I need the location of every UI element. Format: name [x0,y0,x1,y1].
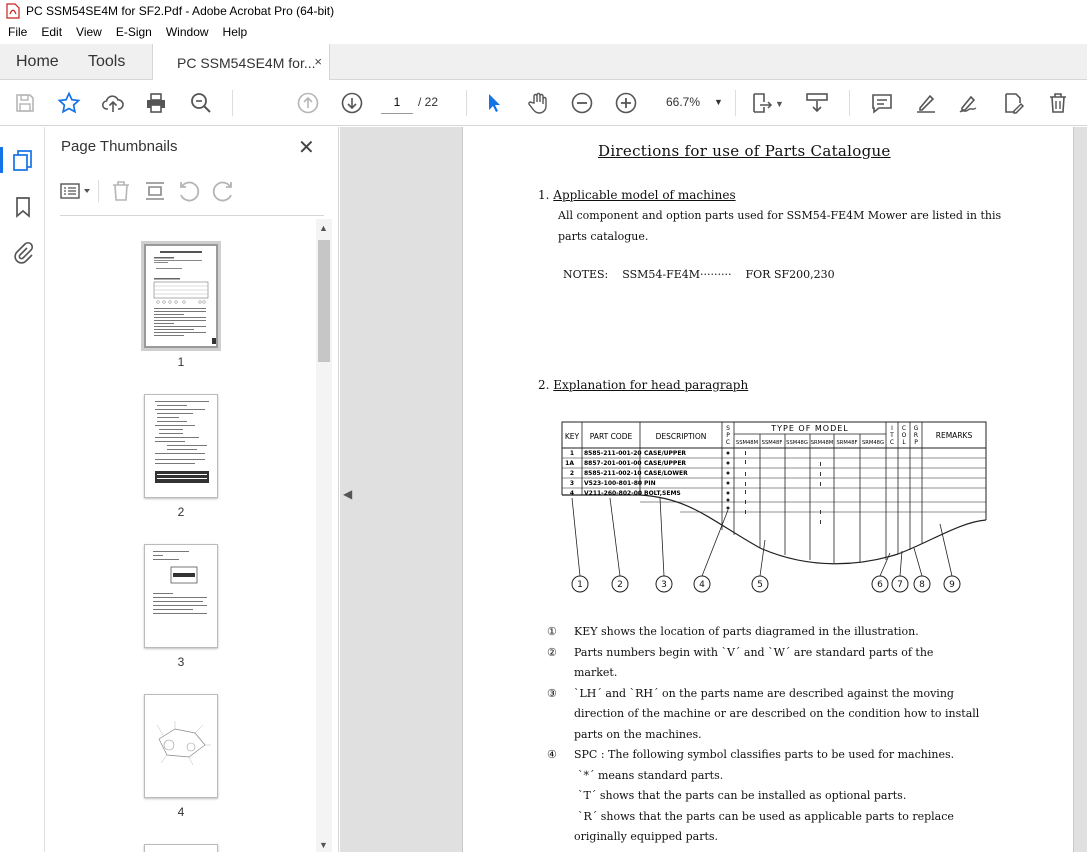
row-key: 3 [569,480,574,487]
title-bar [0,0,1087,22]
header-grp-g: G [913,425,919,432]
explanation-item [547,745,987,848]
main-toolbar [0,80,1087,126]
header-col-o: O [901,432,907,439]
toolbar-separator [849,90,850,116]
header-type-of-model: TYPE OF MODEL [771,424,849,433]
section-2-heading [538,378,748,392]
head-paragraph-diagram [560,420,990,600]
header-spc-p: P [726,432,730,439]
close-panel-icon[interactable]: ✕ [298,137,315,159]
page-thumbnails-icon[interactable] [11,148,35,172]
notes-label: NOTES: [563,268,609,281]
page-number-input[interactable]: 1 [381,90,413,114]
callout-number: 7 [897,580,903,590]
explanation-item [547,643,987,684]
row-desc: CASE/LOWER [644,470,688,477]
item-number: ④ [547,748,557,761]
explanation-item [547,622,987,643]
scroll-mode-icon[interactable] [805,91,829,115]
panel-divider [60,215,324,216]
header-model: SRM48F [836,440,858,446]
scroll-down-icon[interactable]: ▼ [319,840,328,850]
section-title: Explanation for head paragraph [553,378,749,392]
header-key: KEY [564,432,580,441]
pdf-page [462,127,1074,852]
menu-file[interactable]: File [8,25,28,39]
thumbnail-label: 1 [177,355,185,369]
save-icon[interactable] [13,91,37,115]
hand-icon[interactable] [526,91,550,115]
header-spc-c: C [725,439,731,446]
delete-icon[interactable] [1046,91,1070,115]
close-tab-icon[interactable]: × [314,54,322,69]
callout-number: 1 [577,580,583,590]
menu-esign[interactable]: E-Sign [115,25,152,39]
notes-line [563,268,835,281]
attachment-icon[interactable] [11,241,35,265]
item-line: `*´ means standard parts. [578,768,724,782]
header-itc-t: T [890,432,894,439]
toolbar-separator [466,90,467,116]
thumbnail-scrollbar[interactable] [316,219,332,852]
row-code: 8585-211-002-10 [584,470,642,477]
page-thumbnails-panel [46,127,339,852]
item-line: `R´ shows that the parts can be used as applicable parts to replace [578,809,954,823]
header-col-l: L [902,439,906,446]
item-line: Parts numbers begin with `V´ and `W´ are standard parts of the [574,645,934,659]
body-line: parts catalogue. [558,230,649,243]
menu-help[interactable]: Help [222,25,248,39]
print-icon[interactable] [144,91,168,115]
tab-tools[interactable]: Tools [88,53,126,70]
row-key: 4 [569,490,574,497]
panel-toolbar [58,179,235,203]
notes-target: FOR SF200,230 [745,268,835,281]
header-grp-r: R [913,432,919,439]
item-line: SPC : The following symbol classifies parts to be used for machines. [574,748,955,761]
left-icon-rail [0,127,45,852]
thumbnail-label: 3 [177,655,185,669]
section-1-body [558,205,1001,247]
tab-home[interactable]: Home [16,53,59,70]
row-desc: CASE/UPPER [644,460,687,467]
header-col-c: C [901,425,907,432]
page-fit-dropdown-caret[interactable]: ▼ [775,99,784,109]
bookmark-icon[interactable] [11,195,35,219]
thumbnail-page-3[interactable] [144,544,218,648]
toolbar-separator [232,90,233,116]
zoom-in-icon[interactable] [614,91,638,115]
header-part-code: PART CODE [589,432,633,441]
item-line: parts on the machines. [574,727,702,741]
zoom-select[interactable] [660,90,726,114]
next-page-icon[interactable] [340,91,364,115]
row-code: V523-100-801-80 [584,480,643,487]
header-model: SSM48G [786,440,808,446]
toolbar-separator [735,90,736,116]
thumbnail-page-1[interactable] [144,244,218,348]
upload-icon[interactable] [101,91,125,115]
callout-number: 9 [949,580,955,590]
row-desc: PIN [644,480,656,487]
thumbnail-list [46,219,316,852]
menu-view[interactable]: View [76,25,102,39]
header-itc-i: I [891,425,893,432]
header-model: SSM48M [735,440,759,446]
body-line: All component and option parts used for SSM54-FE4M Mower are listed in this [558,209,1002,222]
tab-bar [0,44,1087,80]
notes-model: SSM54-FE4M········· [622,268,732,281]
callout-number: 5 [757,580,763,590]
delete-page-icon[interactable] [109,179,133,203]
thumbnail-label: 2 [177,505,185,519]
fill-sign-icon[interactable] [1002,91,1026,115]
section-number: 2. [538,378,550,392]
zoom-out-icon[interactable] [570,91,594,115]
sign-icon[interactable] [957,91,981,115]
highlight-icon[interactable] [914,91,938,115]
callout-number: 6 [877,580,883,590]
scroll-up-icon[interactable]: ▲ [319,223,328,233]
thumbnail-page-4[interactable] [144,694,218,798]
header-model: SSM48F [761,440,783,446]
item-line: market. [574,666,618,679]
active-indicator [0,147,3,173]
item-number: ② [547,645,557,659]
prev-page-icon[interactable] [296,91,320,115]
header-model: SRM48G [862,440,884,446]
callout-number: 2 [617,580,623,590]
item-line: `T´ shows that the parts can be installed as optional parts. [578,789,907,802]
callout-number: 3 [661,580,667,590]
scrollbar-thumb[interactable] [318,240,330,362]
item-number: ③ [547,686,557,700]
tab-document-label: PC SSM54SE4M for... [177,54,316,71]
star-icon[interactable] [57,91,81,115]
header-grp-p: P [914,439,918,446]
section-1-heading [538,188,736,202]
tab-document[interactable] [152,44,330,81]
thumbnail-page-2[interactable] [144,394,218,498]
item-line: direction of the machine or are described on the condition how to install [574,707,980,720]
zoom-value: 66.7% [666,95,701,109]
insert-page-icon[interactable] [143,179,167,203]
row-code: 8857-201-001-00 [584,460,642,467]
window-title: PC SSM54SE4M for SF2.Pdf - Adobe Acrobat Pro (64-bit) [26,4,335,18]
rotate-right-icon[interactable] [211,179,235,203]
item-line: KEY shows the location of parts diagramed in the illustration. [574,625,919,638]
thumbnail-options-icon[interactable] [58,179,94,203]
row-key: 1 [569,450,574,457]
callout-number: 4 [699,580,705,590]
header-model: SRM48M [810,440,834,446]
menu-edit[interactable]: Edit [41,25,63,39]
header-spc-s: S [726,425,730,432]
thumbnail-preview [145,545,217,647]
page-total: / 22 [418,95,439,109]
comment-icon[interactable] [870,91,894,115]
menu-window[interactable]: Window [165,25,209,39]
select-cursor-icon[interactable] [482,91,506,115]
row-code: 8585-211-001-20 [584,450,642,457]
page-fit-icon[interactable] [750,91,774,115]
item-number: ① [547,625,557,638]
explanation-list [547,622,987,848]
callout-number: 8 [919,580,925,590]
rotate-left-icon[interactable] [177,179,201,203]
row-key: 1A [565,460,574,467]
section-title: Applicable model of machines [553,188,736,202]
row-key: 2 [569,470,574,477]
collapse-panel-icon[interactable]: ◀ [343,487,353,501]
thumbnail-page-5[interactable] [144,844,218,852]
panel-title: Page Thumbnails [61,138,178,155]
thumbnail-label: 4 [177,805,185,819]
section-number: 1. [538,188,550,202]
document-title: Directions for use of Parts Catalogue [598,142,891,160]
row-code: V211-260-802-00 [584,490,643,497]
acrobat-app-icon [6,3,20,19]
row-desc: BOLT,SEMS [644,490,681,497]
header-description: DESCRIPTION [655,432,707,441]
row-desc: CASE/UPPER [644,450,687,457]
header-remarks: REMARKS [935,431,973,440]
chevron-down-icon: ▼ [714,97,723,107]
zoom-search-icon[interactable] [189,91,213,115]
menu-bar [0,22,1087,42]
thumbnail-preview [145,695,217,797]
thumbnail-preview [145,395,217,497]
item-line: originally equipped parts. [574,830,719,843]
item-line: `LH´ and `RH´ on the parts name are described against the moving [574,686,954,700]
explanation-item [547,684,987,746]
header-itc-c: C [889,439,895,446]
thumbnail-preview [146,246,216,346]
